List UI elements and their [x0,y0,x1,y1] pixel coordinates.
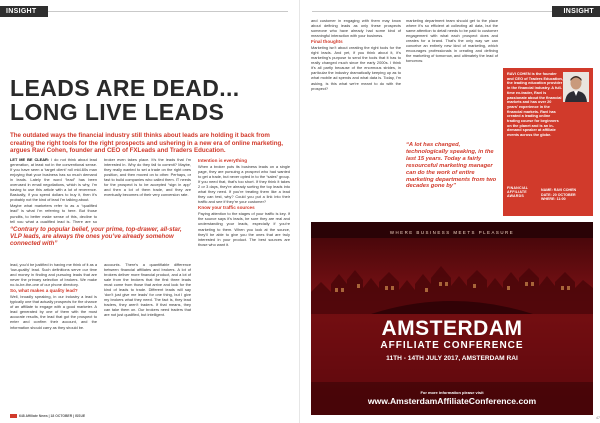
subheading: So, what makes a quality lead? [10,288,78,294]
magazine-logo-icon [10,414,17,418]
article-standfirst: The outdated ways the financial industry still thinks about leads are holding it back from creating the right tools for the right prospects and ushering in a new era of online marketing, argues Ravi Cohen, founder and CEO of FXLeads and Traders Education. [10,132,283,155]
speaker-details [541,188,591,202]
amsterdam-conference-ad[interactable] [311,222,593,415]
article-headline [10,76,290,124]
ad-subtitle: AFFILIATE CONFERENCE [380,340,524,351]
ad-dates: 11TH - 14TH JULY 2017, AMSTERDAM RAI [386,355,518,362]
paragraph: Well, broadly speaking, in our industry a lead is typically one that actually prospects for the chance of an affiliate to engage with a good marketer. A lead generated by one of them with the most accurate results, the lead that got the prospect to enter and confirm their account, and the information should carry as they should be. [10,294,97,330]
ad-title: AMSTERDAM [381,317,523,340]
financial-affiliate-awards-logo: FINANCIAL AFFILIATE AWARDS [507,186,529,199]
author-sidebar [503,68,593,216]
headline-line-2: LONG LIVE LEADS [10,99,225,125]
left-column-1-continued [10,262,97,412]
paragraph: When a broker puts its business leads on a single page, they are pursuing a prospect who had wanted to get a trade, but never opted in to the “sales” group. If you need that, that’s too short. If they think it takes 2 or 3 days, they’re already sorting the top leads into what they need. If you’re treating them like a lead they can test, why? Could you put a link into their traffic and see if they’re your customer? [198,164,290,205]
headline-line-1: LEADS ARE DEAD... [10,75,240,101]
paragraph: broker even takes place. It’s the leads that I’m interested in. Why do they fall to commit? Maybe, they really wanted to set a trade on the right ones position, and then moved on to other. Perhaps, or fast to build companies who called them. IT needs for the prospect is to be accepted “sign in app” and then a lot of them trade, and they are eventually becomes of their very conversion rate. [104,157,191,198]
paragraph: Paying attention to the stages of your traffic is key. If the source says it’s leads, be sure they are real and understanding your leads, especially if you’re marketing to them. When you look at the source, they’ll be able to give you the ones that are truly interested in your product. The best sources are those who want it. [198,211,290,247]
speaker-date: DATE: 20 OCTOBER [541,192,576,197]
lead-in: LET ME BE CLEAR: [10,157,50,162]
header-rule-right [312,11,552,12]
paragraph: accounts. There’s a quantifiable difference between financial affiliates and brokers. A lot of brokers deliver more financial product, and a lot of sale from the brokers that the first three leads must come from those that arrive and look for the kind of leads to trade. Different leads will say ‘don’t just give me leads’ for one thing, but I give my brokers what they need. The fact is, they lead traders, they aren’t traders. If that means, they can take them on. Our brokers need traders that are not just qualified, but intelligent. [104,262,191,318]
left-column-3 [198,157,290,412]
left-column-1 [10,157,97,223]
right-column-2 [406,18,498,136]
section-tab-right: INSIGHT [552,6,600,17]
header-rule-left [48,11,288,12]
author-bio: RAVI COHEN is the founder and CEO of Traders Education, the leading education provider in the financial industry. A full-time ex-trader, Ravi is passionate about the financial markets and has over 20 years’ experience in the financial markets. Ravi has created a leading online trading course for beginners on the planet and is an in-demand speaker at affiliate events across the globe. [507,72,563,138]
paragraph: lead, you’d be justified in having me think of it as a ‘low-quality’ lead. Such definitions serve our time and money in finding and pursuing leads that are never the primary selection of brokers. We make no-to-be-the-one of our phone directory. [10,262,97,288]
speaker-time: WHERE: 11:00 [541,197,566,202]
speaker-name: NAME: RAVI COHEN [541,188,577,192]
subheading: Know your traffic sources [198,205,255,211]
subheading: Final thoughts [311,39,343,45]
author-photo [563,72,589,102]
ad-website-link[interactable]: www.AmsterdamAffiliateConference.com [367,396,537,406]
pull-quote-right: “A lot has changed, technologically speaking, in the last 15 years. Today a fairly resourceful marketing manager can do the work of entire marketing departments from two decades gone by” [406,142,497,190]
subheading: Intention is everything [198,158,248,163]
ad-tagline: WHERE BUSINESS MEETS PLEASURE [389,230,515,235]
paragraph: marketing department team should get to the place where it’s so efficient at collecting all data, but the same attention to detail needs to be paid to customer engagement with what each prospect does and creates for a brand. That’s the only way we can conceive an entirely new kind of marketing, which encourages professionals in creating and defining the marketing of tomorrow, and ultimately the lead of tomorrow. [406,18,498,64]
section-tab-left: INSIGHT [0,6,48,17]
page-footer: 648 Affiliate News | 18 OCTOBER | ISSUE [10,414,210,418]
author-portrait-icon [563,72,589,102]
left-column-2 [104,157,191,233]
paragraph: LET ME BE CLEAR: I do not think about lead generation, at least not in the conventional sense. If you have seen a ‘target client’ roll mid-60s man enjoying that your business has so much demand in leads. Lately the word “lead” has been overused in email negotiations, which is why, I’m having to use this article with a lot of reverence. Basically, if you spend dollars to buy it, then it’s probably not the kind of lead I’m talking about. [10,157,97,203]
page-number: 47 [596,416,600,420]
right-column-1 [311,18,401,203]
ad-info-text: For more information please visit [420,390,484,395]
paragraph: Marketing isn’t about creating the right tools for the right leads. And yet, if you think about it, it’s marketing’s purpose to send the tools that it has to really changed much since the early 2000s. I think it’s all partly because of the enormous strides, in particular the industry dramatically keeping up as to what mobile ad spends and what data is. Today, I’m asking, is this what we’re meant to do with the prospect? [311,45,401,91]
paragraph: and customer in engaging with them may know about defining leads as only these prospects someone who have already had some kind of meaningful interaction with your business. [311,18,401,39]
pull-quote-left: “Contrary to popular belief, your prime, top-drawer, all-star, VLP leads, are always the ones you’ve already somehow connected with” [10,226,182,248]
left-column-2-continued [104,262,191,412]
paragraph: Maybe what marketers refer to as a “qualified lead” is what I’m referring to here. But those pundits, to better make sense of this, decline to tell you what a qualified lead is. There are so [10,203,97,223]
